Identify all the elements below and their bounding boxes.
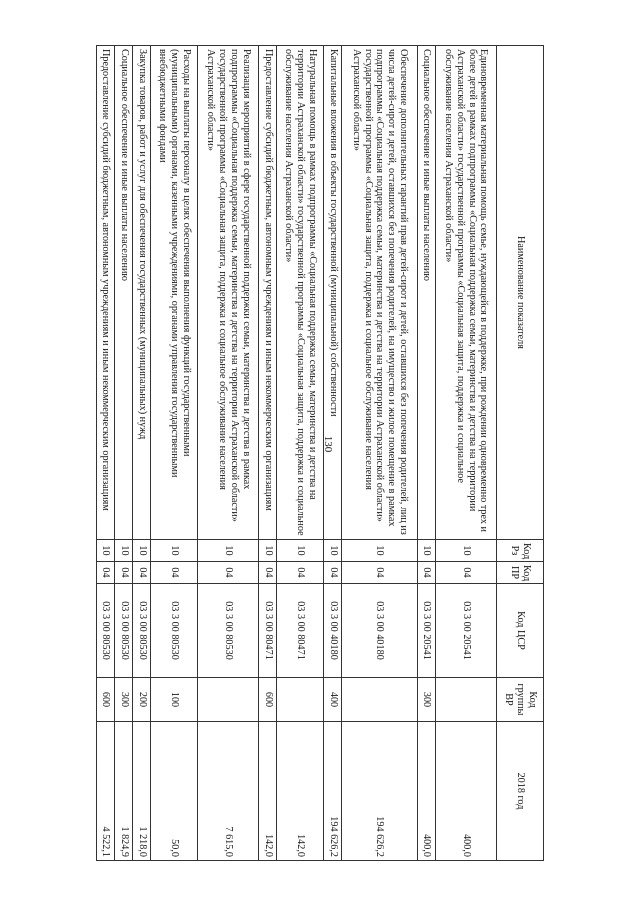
row-name: Единовременная материальная помощь семье, нуждающейся в поддержке, при рождении одновременно трех и более детей в рамках подпрограммы «Социальная поддержка семьи, материнства и детства на территории Астраханской области» государственной программы «Социальная защита, поддержка и социальное обслуживание населения Астраханской области» (435, 46, 496, 540)
row-csr: 03 3 00 80530 (198, 584, 259, 678)
row-rz: 10 (133, 540, 151, 562)
row-pr: 04 (435, 562, 496, 584)
row-rz: 10 (324, 540, 342, 562)
row-amount: 194 626,2 (324, 722, 342, 861)
row-rz: 10 (198, 540, 259, 562)
row-name: Предоставление субсидий бюджетным, автономным учреждениям и иным некоммерческим организациям (97, 46, 115, 540)
table-row (97, 46, 115, 861)
header-csr: Код ЦСР (497, 584, 544, 678)
row-csr: 03 3 00 80471 (259, 584, 277, 678)
row-amount: 7 615,0 (198, 722, 259, 861)
row-csr: 03 3 00 20541 (435, 584, 496, 678)
row-pr: 04 (342, 562, 418, 584)
row-vr: 200 (133, 678, 151, 722)
row-name: Натуральная помощь в рамках подпрограммы «Социальная поддержка семьи, материнства и детства на территории Астраханской области» государственной программы «Социальная защита, поддержка и социальное обслуживание населения Астраханской области» (277, 46, 324, 540)
row-vr (342, 678, 418, 722)
row-pr: 04 (324, 562, 342, 584)
row-rz: 10 (259, 540, 277, 562)
row-amount: 400,0 (435, 722, 496, 861)
row-amount: 50,0 (151, 722, 198, 861)
row-vr: 600 (259, 678, 277, 722)
row-pr: 04 (259, 562, 277, 584)
table-row (277, 46, 324, 861)
row-pr: 04 (151, 562, 198, 584)
header-name: Наименование показателя (497, 46, 544, 540)
row-rz: 10 (97, 540, 115, 562)
row-name: Расходы на выплаты персоналу в целях обеспечения выполнения функций государственными (муниципальными) органами, казенными учреждениями, органами управления государственными внебюджетными фондами (151, 46, 198, 540)
header-year: 2018 год (497, 722, 544, 861)
row-pr: 04 (198, 562, 259, 584)
row-amount: 4 522,1 (97, 722, 115, 861)
row-amount: 142,0 (259, 722, 277, 861)
row-pr: 04 (97, 562, 115, 584)
row-rz: 10 (115, 540, 133, 562)
table-row (151, 46, 198, 861)
row-csr: 03 3 00 80530 (97, 584, 115, 678)
row-pr: 04 (417, 562, 435, 584)
table-row (435, 46, 496, 861)
row-name: Социальное обеспечение и иные выплаты населению (417, 46, 435, 540)
budget-table (96, 45, 544, 861)
header-pr: Код ПР (497, 562, 544, 584)
row-csr: 03 3 00 40180 (342, 584, 418, 678)
row-amount: 1 218,0 (133, 722, 151, 861)
header-rz: Код Рз (497, 540, 544, 562)
row-pr: 04 (133, 562, 151, 584)
row-csr: 03 3 00 80471 (277, 584, 324, 678)
row-name: Капитальные вложения в объекты государственной (муниципальной) собственности (324, 46, 342, 540)
row-rz: 10 (151, 540, 198, 562)
header-vr: Код группы ВР (497, 678, 544, 722)
row-vr (435, 678, 496, 722)
row-csr: 03 3 00 40180 (324, 584, 342, 678)
table-row (198, 46, 259, 861)
row-vr: 300 (115, 678, 133, 722)
row-vr: 600 (97, 678, 115, 722)
row-vr: 400 (324, 678, 342, 722)
row-rz: 10 (417, 540, 435, 562)
row-amount: 194 626,2 (342, 722, 418, 861)
table-header-row (497, 46, 544, 861)
table-row (133, 46, 151, 861)
row-rz: 10 (277, 540, 324, 562)
row-csr: 03 3 00 80530 (133, 584, 151, 678)
row-name: Закупка товаров, работ и услуг для обеспечения государственных (муниципальных) нужд (133, 46, 151, 540)
rotated-table-container (96, 45, 544, 860)
page-number: 130 (322, 435, 334, 453)
row-pr: 04 (115, 562, 133, 584)
row-vr (198, 678, 259, 722)
row-amount: 142,0 (277, 722, 324, 861)
table-row (417, 46, 435, 861)
row-name: Предоставление субсидий бюджетным, автономным учреждениям и иным некоммерческим организациям (259, 46, 277, 540)
table-row (115, 46, 133, 861)
row-amount: 400,0 (417, 722, 435, 861)
table-row (259, 46, 277, 861)
row-rz: 10 (435, 540, 496, 562)
table-row (324, 46, 342, 861)
row-rz: 10 (342, 540, 418, 562)
row-csr: 03 3 00 80530 (115, 584, 133, 678)
row-name: Реализация мероприятий в сфере государственной поддержки семьи, материнства и детства в рамках подпрограммы «Социальная поддержка семьи, материнства и детства на территории Астраханской области» государственной программы «Социальная защита, поддержка и социальное обслуживание населения Астраханской области» (198, 46, 259, 540)
row-vr: 100 (151, 678, 198, 722)
row-vr: 300 (417, 678, 435, 722)
row-name: Социальное обеспечение и иные выплаты населению (115, 46, 133, 540)
row-vr (277, 678, 324, 722)
row-amount: 1 824,9 (115, 722, 133, 861)
row-pr: 04 (277, 562, 324, 584)
row-csr: 03 3 00 80530 (151, 584, 198, 678)
row-name: Обеспечение дополнительных гарантий прав детей-сирот и детей, оставшихся без попечения родителей, лиц из числа детей-сирот и детей, оставшихся без попечения родителей, на имущество и жилое помещение в рамках подпрограммы «Социальная поддержка семьи, материнства и детства на территории Астраханской области» государственной программы «Социальная защита, поддержка и социальное обслуживание населения Астраханской области» (342, 46, 418, 540)
row-csr: 03 3 00 20541 (417, 584, 435, 678)
table-row (342, 46, 418, 861)
